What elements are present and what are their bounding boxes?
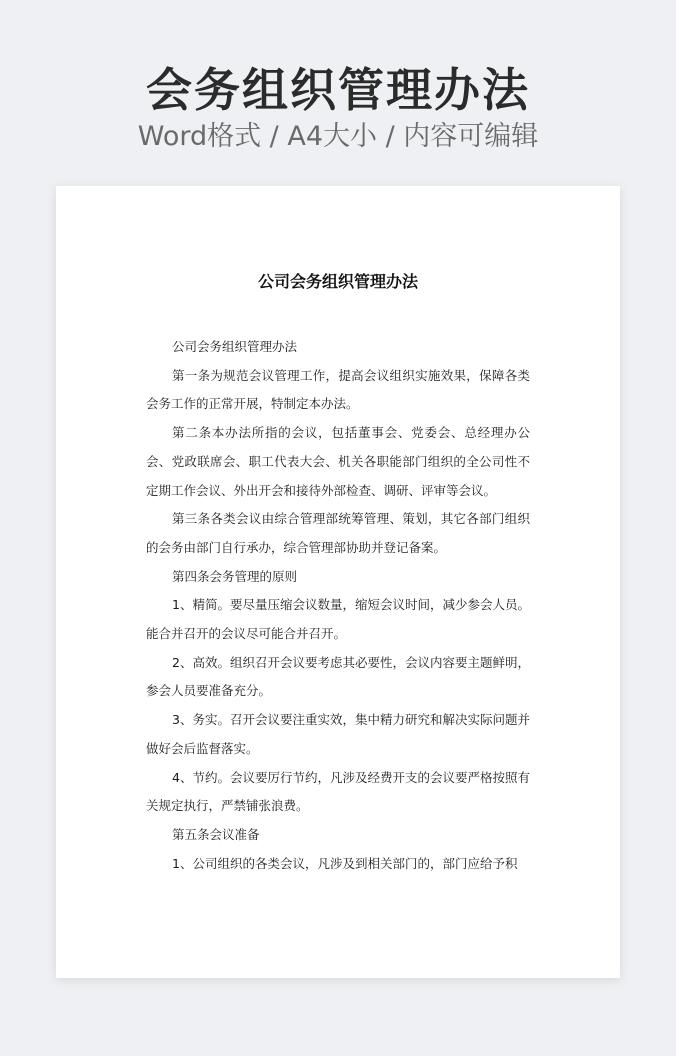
paragraph: 2、高效。组织召开会议要考虑其必要性，会议内容要主题鲜明，参会人员要准备充分。 — [146, 654, 530, 699]
paragraph: 第一条为规范会议管理工作，提高会议组织实施效果，保障各类会务工作的正常开展，特制定本办法。 — [146, 367, 530, 412]
document-body — [146, 333, 530, 878]
banner — [0, 0, 676, 186]
document-title: 公司会务组织管理办法 — [257, 272, 418, 291]
paragraph: 第四条会务管理的原则 — [172, 568, 298, 584]
banner-title: 会务组织管理办法 — [146, 63, 530, 117]
paragraph: 1、公司组织的各类会议，凡涉及到相关部门的，部门应给予积 — [172, 855, 518, 871]
paragraph: 公司会务组织管理办法 — [172, 339, 298, 354]
banner-subtitle: Word格式 / A4大小 / 内容可编辑 — [137, 121, 539, 152]
paragraph: 1、精简。要尽量压缩会议数量，缩短会议时间，减少参会人员。能合并召开的会议尽可能合并召开。 — [146, 597, 530, 642]
paragraph: 第二条本办法所指的会议，包括董事会、党委会、总经理办公会、党政联席会、职工代表大会、机关各职能部门组织的全公司性不定期工作会议、外出开会和接待外部检查、调研、评审等会议。 — [146, 425, 530, 498]
paragraph: 第三条各类会议由综合管理部统筹管理、策划，其它各部门组织的会务由部门自行承办，综合管理部协助并登记备案。 — [146, 511, 530, 555]
document-page — [56, 186, 620, 978]
paragraph: 第五条会议准备 — [172, 826, 260, 842]
paragraph: 3、务实。召开会议要注重实效，集中精力研究和解决实际问题并做好会后监督落实。 — [146, 712, 530, 756]
paragraph: 4、节约。会议要厉行节约，凡涉及经费开支的会议要严格按照有关规定执行，严禁铺张浪费。 — [146, 769, 530, 814]
